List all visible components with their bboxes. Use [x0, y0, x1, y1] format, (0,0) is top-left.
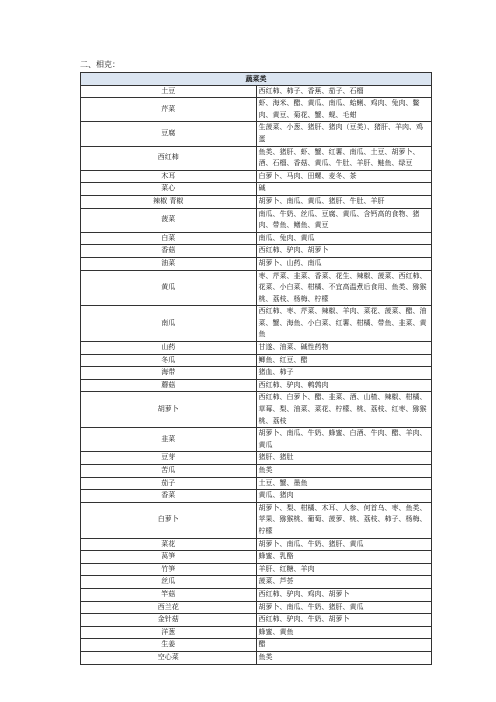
- table-row: [81, 367, 432, 380]
- table-row: [81, 98, 432, 122]
- table-header-row: [81, 73, 432, 86]
- incompatible-foods: 鱼类、猪肝、虾、蟹、红薯、南瓜、土豆、胡萝卜、酒、石榴、香菇、黄瓜、牛肚、羊肝、鲢鱼、绿豆: [256, 146, 432, 170]
- table-row: [81, 428, 432, 452]
- food-name: 油菜: [81, 257, 257, 270]
- food-name: 香菜: [81, 490, 257, 503]
- incompatible-foods: 鲫鱼、红豆、醋: [256, 354, 432, 367]
- food-name: 菠菜: [81, 208, 257, 232]
- incompatible-foods: 西红柿、柿子、香蕉、茄子、石榴: [256, 85, 432, 98]
- table-row: [81, 651, 432, 664]
- incompatible-foods: 胡萝卜、山药、南瓜: [256, 257, 432, 270]
- table-row: [81, 232, 432, 245]
- incompatible-foods: 鱼类: [256, 465, 432, 478]
- table-row: [81, 208, 432, 232]
- food-name: 洋葱: [81, 626, 257, 639]
- table-row: [81, 502, 432, 538]
- incompatible-foods: 羊肝、红糖、羊肉: [256, 563, 432, 576]
- food-name: 竹笋: [81, 563, 257, 576]
- incompatibility-table: [80, 72, 432, 665]
- incompatible-foods: 蜂蜜、黄鱼: [256, 626, 432, 639]
- incompatible-foods: 胡萝卜、南瓜、牛奶、猪肝、黄瓜: [256, 601, 432, 614]
- incompatible-foods: 西红柿、驴肉、胡萝卜: [256, 245, 432, 258]
- table-row: [81, 477, 432, 490]
- incompatible-foods: 虾、海米、醋、黄瓜、南瓜、蛤蜊、鸡肉、兔肉、鳖肉、黄豆、菊花、蟹、蚬、毛蚶: [256, 98, 432, 122]
- incompatible-foods: 甘遂、油菜、碱性药物: [256, 342, 432, 355]
- incompatible-foods: 胡萝卜、南瓜、黄瓜、猪肝、牛肚、羊肝: [256, 195, 432, 208]
- incompatible-foods: 南瓜、兔肉、黄瓜: [256, 232, 432, 245]
- section-heading: 二、相克：: [80, 60, 120, 69]
- food-name: 海带: [81, 367, 257, 380]
- incompatible-foods: 醋: [256, 639, 432, 652]
- incompatible-foods: 白萝卜、马肉、田螺、麦冬、茶: [256, 170, 432, 183]
- table-row: [81, 588, 432, 601]
- food-name: 白菜: [81, 232, 257, 245]
- food-name: 香菇: [81, 245, 257, 258]
- table-row: [81, 465, 432, 478]
- table-body: [81, 85, 432, 664]
- food-name: 南瓜: [81, 306, 257, 342]
- table-row: [81, 306, 432, 342]
- table-row: [81, 490, 432, 503]
- table-row: [81, 85, 432, 98]
- food-name: 西红柿: [81, 146, 257, 170]
- incompatible-foods: 西红柿、枣、芹菜、辣椒、羊肉、菜花、菠菜、醋、油菜、蟹、海鱼、小白菜、红薯、柑橘、带鱼、韭菜、黄鱼: [256, 306, 432, 342]
- incompatible-foods: 西红柿、驴肉、牛奶、胡萝卜: [256, 614, 432, 627]
- food-name: 胡萝卜: [81, 392, 257, 428]
- incompatible-foods: 土豆、蟹、墨鱼: [256, 477, 432, 490]
- table-row: [81, 601, 432, 614]
- table-row: [81, 551, 432, 564]
- group-title: 蔬菜类: [81, 73, 432, 86]
- incompatible-foods: 西红柿、驴肉、鸡肉、胡萝卜: [256, 588, 432, 601]
- table-row: [81, 626, 432, 639]
- food-name: 茄子: [81, 477, 257, 490]
- food-name: 豆腐: [81, 122, 257, 146]
- food-name: 菜花: [81, 538, 257, 551]
- table-row: [81, 270, 432, 306]
- incompatible-foods: 枣、芹菜、韭菜、香菜、花生、辣椒、菠菜、西红柿、花菜、小白菜、柑橘、不宜高温煮后食用、鱼类、猕猴桃、荔枝、杨梅、柠檬: [256, 270, 432, 306]
- food-name: 金针菇: [81, 614, 257, 627]
- table-row: [81, 639, 432, 652]
- food-name: 菜心: [81, 183, 257, 196]
- incompatible-foods: 鱼类: [256, 651, 432, 664]
- table-row: [81, 183, 432, 196]
- table-row: [81, 146, 432, 170]
- food-name: 苦瓜: [81, 465, 257, 478]
- table-row: [81, 379, 432, 392]
- incompatible-foods: 蜂蜜、乳酪: [256, 551, 432, 564]
- table-row: [81, 195, 432, 208]
- table-row: [81, 576, 432, 589]
- incompatible-foods: 黄瓜、猪肉: [256, 490, 432, 503]
- food-name: 豆芽: [81, 452, 257, 465]
- incompatible-foods: 菠菜、芦荟: [256, 576, 432, 589]
- food-name: 山药: [81, 342, 257, 355]
- incompatible-foods: 猪肝、猪肚: [256, 452, 432, 465]
- food-name: 芹菜: [81, 98, 257, 122]
- table-row: [81, 342, 432, 355]
- table-row: [81, 245, 432, 258]
- food-name: 丝瓜: [81, 576, 257, 589]
- incompatible-foods: 西红柿、驴肉、鹌鹑肉: [256, 379, 432, 392]
- food-name: 韭菜: [81, 428, 257, 452]
- table-row: [81, 170, 432, 183]
- food-name: 生姜: [81, 639, 257, 652]
- food-name: 黄瓜: [81, 270, 257, 306]
- food-name: 白萝卜: [81, 502, 257, 538]
- food-name: 土豆: [81, 85, 257, 98]
- food-name: 空心菜: [81, 651, 257, 664]
- table-row: [81, 354, 432, 367]
- food-name: 辣椒 青椒: [81, 195, 257, 208]
- table-row: [81, 538, 432, 551]
- incompatible-foods: 南瓜、牛奶、丝瓜、豆腐、黄瓜、含钙高的食物、猪肉、带鱼、鳝鱼、黄豆: [256, 208, 432, 232]
- food-name: 莴笋: [81, 551, 257, 564]
- table-row: [81, 257, 432, 270]
- incompatible-foods: 碱: [256, 183, 432, 196]
- food-name: 西兰花: [81, 601, 257, 614]
- incompatible-foods: 胡萝卜、梨、柑橘、木耳、人参、何首乌、枣、鱼类、苹果、猕猴桃、葡萄、菠萝、桃、荔枝、柿子、杨梅、柠檬: [256, 502, 432, 538]
- table-row: [81, 614, 432, 627]
- incompatible-foods: 生菠菜、小葱、猪肝、猪肉（豆类）、猪肝、羊肉、鸡蛋: [256, 122, 432, 146]
- table-row: [81, 563, 432, 576]
- table-row: [81, 122, 432, 146]
- incompatible-foods: 猪血、柿子: [256, 367, 432, 380]
- food-name: 木耳: [81, 170, 257, 183]
- table-row: [81, 452, 432, 465]
- incompatible-foods: 胡萝卜、南瓜、牛奶、猪肝、黄瓜: [256, 538, 432, 551]
- food-name: 蘑菇: [81, 379, 257, 392]
- food-name: 冬瓜: [81, 354, 257, 367]
- food-name: 竿菇: [81, 588, 257, 601]
- incompatible-foods: 胡萝卜、南瓜、牛奶、蜂蜜、白酒、牛肉、醋、羊肉、黄瓜: [256, 428, 432, 452]
- incompatible-foods: 西红柿、白萝卜、醋、韭菜、酒、山楂、辣椒、柑橘、草莓、梨、油菜、菜花、柠檬、桃、荔枝、红枣、猕猴桃、荔枝: [256, 392, 432, 428]
- table-row: [81, 392, 432, 428]
